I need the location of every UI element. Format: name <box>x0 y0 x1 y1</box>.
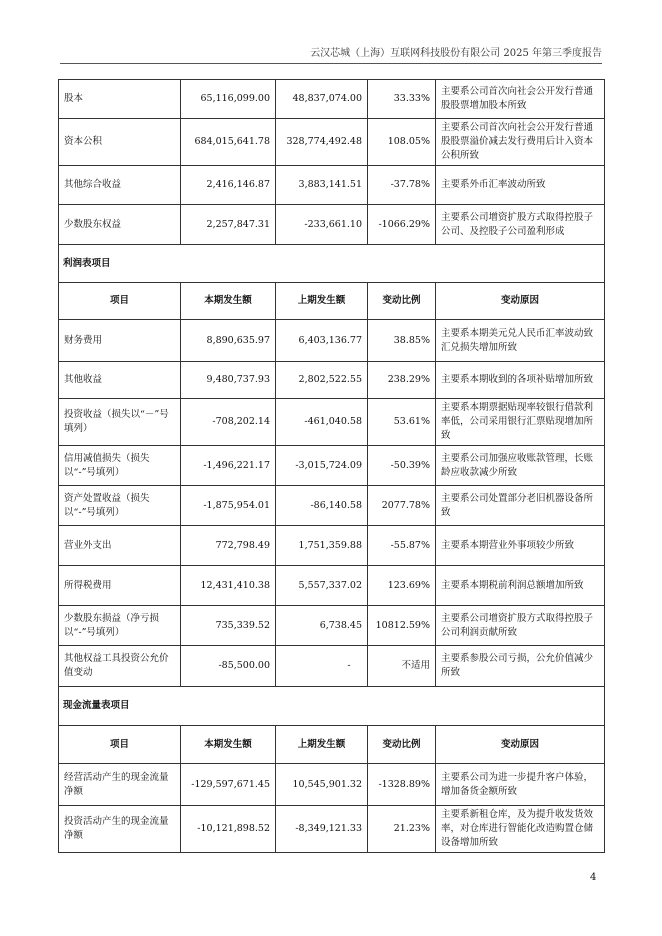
previous-cell: -233,661.10 <box>276 205 368 245</box>
previous-cell: 2,802,522.55 <box>276 362 368 399</box>
table-row <box>59 526 605 566</box>
previous-cell: 3,883,141.51 <box>276 166 368 205</box>
column-header-ratio: 变动比例 <box>368 283 436 320</box>
header-row <box>59 726 605 764</box>
item-cell: 经营活动产生的现金流量净额 <box>59 764 181 806</box>
column-header-item: 项目 <box>59 283 181 320</box>
table-row <box>59 566 605 606</box>
reason-cell: 主要系公司加强应收账款管理，长账龄应收款减少所致 <box>436 446 605 486</box>
current-cell: 65,116,099.00 <box>181 80 276 119</box>
column-header-current: 本期发生额 <box>181 726 276 764</box>
table-row <box>59 205 605 245</box>
section-title-row <box>59 687 605 726</box>
reason-cell: 主要系公司首次向社会公开发行普通股股票增加股本所致 <box>436 80 605 119</box>
previous-cell: 48,837,074.00 <box>276 80 368 119</box>
ratio-cell: 108.05% <box>368 119 436 166</box>
current-cell: 684,015,641.78 <box>181 119 276 166</box>
table-row <box>59 166 605 205</box>
column-header-reason: 变动原因 <box>436 726 605 764</box>
reason-cell: 主要系公司处置部分老旧机器设备所致 <box>436 486 605 526</box>
column-header-previous: 上期发生额 <box>276 726 368 764</box>
current-cell: 12,431,410.38 <box>181 566 276 606</box>
table-row <box>59 446 605 486</box>
table-row <box>59 806 605 853</box>
ratio-cell: -37.78% <box>368 166 436 205</box>
table-row <box>59 646 605 687</box>
previous-cell: 1,751,359.88 <box>276 526 368 566</box>
ratio-cell: 53.61% <box>368 399 436 446</box>
ratio-cell: -50.39% <box>368 446 436 486</box>
reason-cell: 主要系参股公司亏损，公允价值减少所致 <box>436 646 605 687</box>
current-cell: 735,339.52 <box>181 606 276 646</box>
item-cell: 投资收益（损失以“－”号填列） <box>59 399 181 446</box>
section-title-row <box>59 245 605 283</box>
previous-cell: -8,349,121.33 <box>276 806 368 853</box>
table-row <box>59 80 605 119</box>
current-cell: -708,202.14 <box>181 399 276 446</box>
table-row <box>59 764 605 806</box>
ratio-cell: 21.23% <box>368 806 436 853</box>
previous-cell: 5,557,337.02 <box>276 566 368 606</box>
current-cell: 772,798.49 <box>181 526 276 566</box>
header-row <box>59 283 605 320</box>
previous-cell: - <box>276 646 368 687</box>
current-cell: 2,416,146.87 <box>181 166 276 205</box>
previous-cell: -86,140.58 <box>276 486 368 526</box>
cashflow-section-title: 现金流量表项目 <box>59 687 605 726</box>
reason-cell: 主要系本期收到的各项补贴增加所致 <box>436 362 605 399</box>
reason-cell: 主要系本期营业外事项较少所致 <box>436 526 605 566</box>
item-cell: 其他收益 <box>59 362 181 399</box>
item-cell: 其他综合收益 <box>59 166 181 205</box>
ratio-cell: 不适用 <box>368 646 436 687</box>
reason-cell: 主要系本期税前利润总额增加所致 <box>436 566 605 606</box>
reason-cell: 主要系公司增资扩股方式取得控股子公司、及控股子公司盈利形成 <box>436 205 605 245</box>
item-cell: 营业外支出 <box>59 526 181 566</box>
ratio-cell: -1066.29% <box>368 205 436 245</box>
previous-cell: 6,738.45 <box>276 606 368 646</box>
item-cell: 资本公积 <box>59 119 181 166</box>
ratio-cell: 10812.59% <box>368 606 436 646</box>
column-header-item: 项目 <box>59 726 181 764</box>
income-section-title: 利润表项目 <box>59 245 605 283</box>
current-cell: -85,500.00 <box>181 646 276 687</box>
item-cell: 资产处置收益（损失以“-”号填列） <box>59 486 181 526</box>
table-row <box>59 606 605 646</box>
item-cell: 少数股东损益（净亏损以“-”号填列） <box>59 606 181 646</box>
current-cell: -129,597,671.45 <box>181 764 276 806</box>
previous-cell: 6,403,136.77 <box>276 320 368 362</box>
reason-cell: 主要系本期票据贴现率较银行借款利率低，公司采用银行汇票贴现增加所致 <box>436 399 605 446</box>
item-cell: 其他权益工具投资公允价值变动 <box>59 646 181 687</box>
page-number: 4 <box>590 872 597 883</box>
current-cell: -10,121,898.52 <box>181 806 276 853</box>
ratio-cell: -1328.89% <box>368 764 436 806</box>
reason-cell: 主要系公司为进一步提升客户体验，增加备货金额所致 <box>436 764 605 806</box>
reason-cell: 主要系公司首次向社会公开发行普通股股票溢价减去发行费用后计入资本公积所致 <box>436 119 605 166</box>
column-header-current: 本期发生额 <box>181 283 276 320</box>
previous-cell: 10,545,901.32 <box>276 764 368 806</box>
ratio-cell: 238.29% <box>368 362 436 399</box>
reason-cell: 主要系外币汇率波动所致 <box>436 166 605 205</box>
reason-cell: 主要系新租仓库，及为提升收发货效率，对仓库进行智能化改造购置仓储设备增加所致 <box>436 806 605 853</box>
change-analysis-table <box>58 79 605 853</box>
column-header-reason: 变动原因 <box>436 283 605 320</box>
current-cell: 8,890,635.97 <box>181 320 276 362</box>
column-header-previous: 上期发生额 <box>276 283 368 320</box>
current-cell: 9,480,737.93 <box>181 362 276 399</box>
table-row <box>59 486 605 526</box>
column-header-ratio: 变动比例 <box>368 726 436 764</box>
table-row <box>59 119 605 166</box>
item-cell: 财务费用 <box>59 320 181 362</box>
table-row <box>59 320 605 362</box>
current-cell: 2,257,847.31 <box>181 205 276 245</box>
item-cell: 信用减值损失（损失以“-”号填列） <box>59 446 181 486</box>
report-header: 云汉芯城（上海）互联网科技股份有限公司 2025 年第三季度报告 <box>60 44 602 64</box>
item-cell: 所得税费用 <box>59 566 181 606</box>
table-row <box>59 399 605 446</box>
previous-cell: -461,040.58 <box>276 399 368 446</box>
item-cell: 投资活动产生的现金流量净额 <box>59 806 181 853</box>
table-row <box>59 362 605 399</box>
previous-cell: -3,015,724.09 <box>276 446 368 486</box>
ratio-cell: 33.33% <box>368 80 436 119</box>
reason-cell: 主要系本期美元兑人民币汇率波动致汇兑损失增加所致 <box>436 320 605 362</box>
ratio-cell: 2077.78% <box>368 486 436 526</box>
current-cell: -1,875,954.01 <box>181 486 276 526</box>
reason-cell: 主要系公司增资扩股方式取得控股子公司利润贡献所致 <box>436 606 605 646</box>
ratio-cell: 38.85% <box>368 320 436 362</box>
previous-cell: 328,774,492.48 <box>276 119 368 166</box>
item-cell: 股本 <box>59 80 181 119</box>
ratio-cell: 123.69% <box>368 566 436 606</box>
item-cell: 少数股东权益 <box>59 205 181 245</box>
ratio-cell: -55.87% <box>368 526 436 566</box>
current-cell: -1,496,221.17 <box>181 446 276 486</box>
